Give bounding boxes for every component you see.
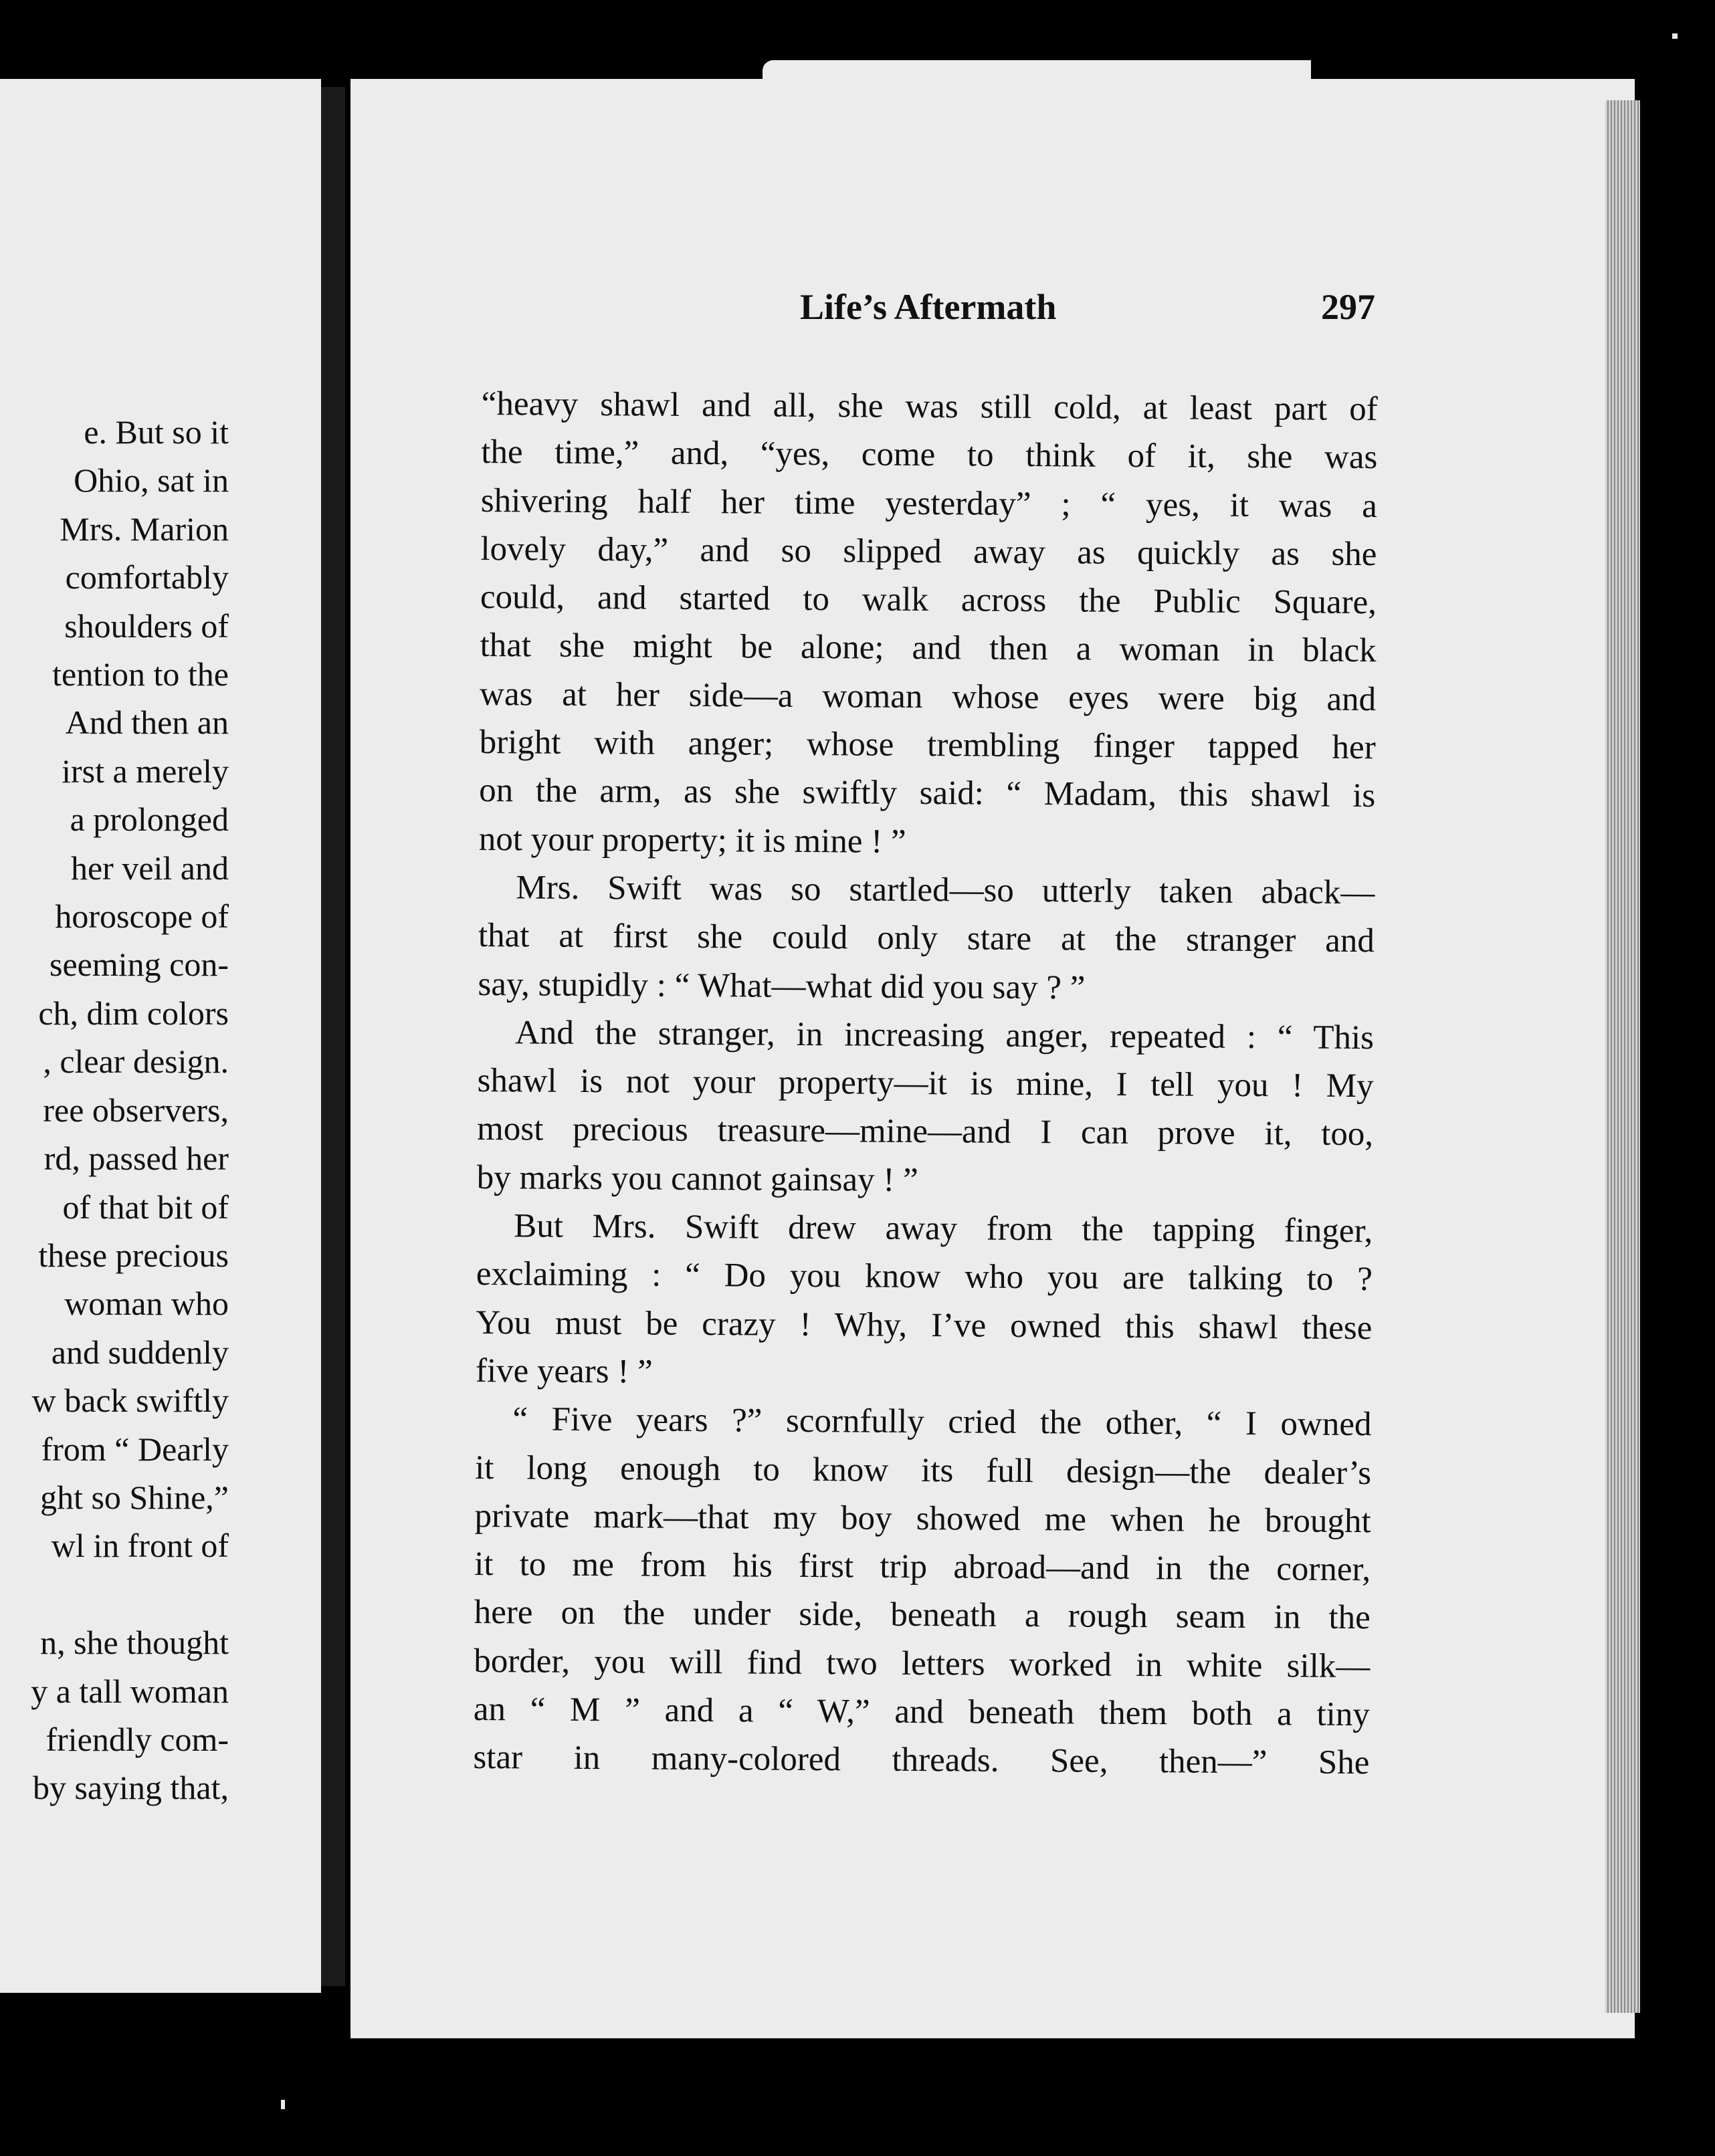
text-line: the time,” and, “yes, come to think of it, she was [481, 433, 1378, 477]
scan-speck [1672, 33, 1678, 39]
left-page-text [0, 408, 229, 1812]
left-page [0, 79, 321, 1993]
left-line: Ohio, sat in [74, 461, 229, 500]
left-line: ght so Shine,” [40, 1478, 229, 1516]
left-line: ch, dim colors [38, 994, 229, 1032]
text-line: “heavy shawl and all, she was still cold, at least part of [481, 385, 1378, 429]
page-number: 297 [1321, 287, 1375, 327]
text-line: not your property; it is mine ! ” [478, 820, 906, 861]
text-line: it long enough to know its full design—the dealer’s [474, 1448, 1372, 1492]
text-line: it to me from his first trip abroad—and in the corner, [474, 1545, 1371, 1589]
left-line: from “ Dearly [41, 1430, 229, 1468]
text-line: on the arm, as she swiftly said: “ Madam, this shawl is [479, 772, 1376, 815]
text-line: five years ! ” [475, 1352, 653, 1391]
left-line: , clear design. [43, 1043, 229, 1081]
left-line: a prolonged [70, 800, 229, 839]
left-line: rd, passed her [43, 1140, 229, 1178]
text-line: shawl is not your property—it is mine, I tell you ! My [477, 1062, 1374, 1105]
text-line: an “ M ” and a “ W,” and beneath them both a tiny [473, 1690, 1371, 1734]
book-spine [321, 87, 345, 1986]
text-line: that she might be alone; and then a woman in black [480, 627, 1377, 670]
left-line: horoscope of [55, 897, 229, 936]
text-line: here on the under side, beneath a rough seam in the [474, 1594, 1371, 1637]
text-line: But Mrs. Swift drew away from the tapping finger, [514, 1207, 1373, 1251]
page-body [473, 380, 1378, 1788]
left-line: Mrs. Marion [60, 510, 229, 548]
left-line-blank [0, 1570, 229, 1618]
left-line: by saying that, [32, 1769, 229, 1807]
text-line: star in many-colored threads. See, then—” She [473, 1739, 1370, 1782]
page-edges [1605, 100, 1640, 2013]
text-line: lovely day,” and so slipped away as quickly as she [480, 530, 1377, 574]
text-line: shivering half her time yesterday” ; “ yes, it was a [480, 481, 1378, 525]
left-line: e. But so it [84, 413, 229, 451]
left-line: wl in front of [51, 1527, 229, 1565]
left-line: ree observers, [43, 1091, 229, 1129]
text-line: most precious treasure—mine—and I can prove it, too, [476, 1110, 1374, 1154]
text-line: exclaiming : “ Do you know who you are talking to ? [476, 1255, 1373, 1299]
left-line: comfortably [65, 558, 229, 597]
left-line: And then an [65, 704, 229, 742]
left-line: seeming con- [49, 946, 229, 984]
text-line: by marks you cannot gainsay ! ” [476, 1158, 918, 1199]
text-line: bright with anger; whose trembling finger tapped her [479, 724, 1376, 767]
left-line: friendly com- [45, 1720, 229, 1758]
running-title: Life’s Aftermath [800, 287, 1057, 327]
left-line: woman who [64, 1285, 229, 1323]
text-line: Mrs. Swift was so startled—so utterly taken aback— [516, 869, 1375, 912]
left-line: irst a merely [62, 752, 229, 790]
left-line: w back swiftly [31, 1382, 229, 1420]
left-line: and suddenly [51, 1333, 229, 1371]
left-line: these precious [38, 1236, 229, 1274]
text-line: could, and started to walk across the Public Square, [480, 578, 1377, 622]
left-line: tention to the [52, 655, 229, 693]
left-line: y a tall woman [31, 1672, 229, 1710]
text-line: say, stupidly : “ What—what did you say ? ” [478, 965, 1086, 1007]
text-line: You must be crazy ! Why, I’ve owned this shawl these [476, 1303, 1373, 1347]
text-line: that at first she could only stare at the stranger and [478, 917, 1375, 960]
left-line: of that bit of [62, 1188, 229, 1226]
text-line: And the stranger, in increasing anger, repeated : “ This [514, 1014, 1375, 1057]
text-line: border, you will find two letters worked in white silk— [474, 1642, 1371, 1685]
running-header [800, 286, 1375, 340]
scan-speck [281, 2100, 285, 2109]
left-line: her veil and [70, 849, 229, 887]
left-line: shoulders of [64, 607, 229, 645]
left-line: n, she thought [40, 1624, 229, 1662]
text-line: “ Five years ?” scornfully cried the other, “ I owned [512, 1400, 1372, 1444]
text-line: private mark—that my boy showed me when he brought [474, 1497, 1371, 1540]
text-line: was at her side—a woman whose eyes were big and [479, 675, 1377, 718]
